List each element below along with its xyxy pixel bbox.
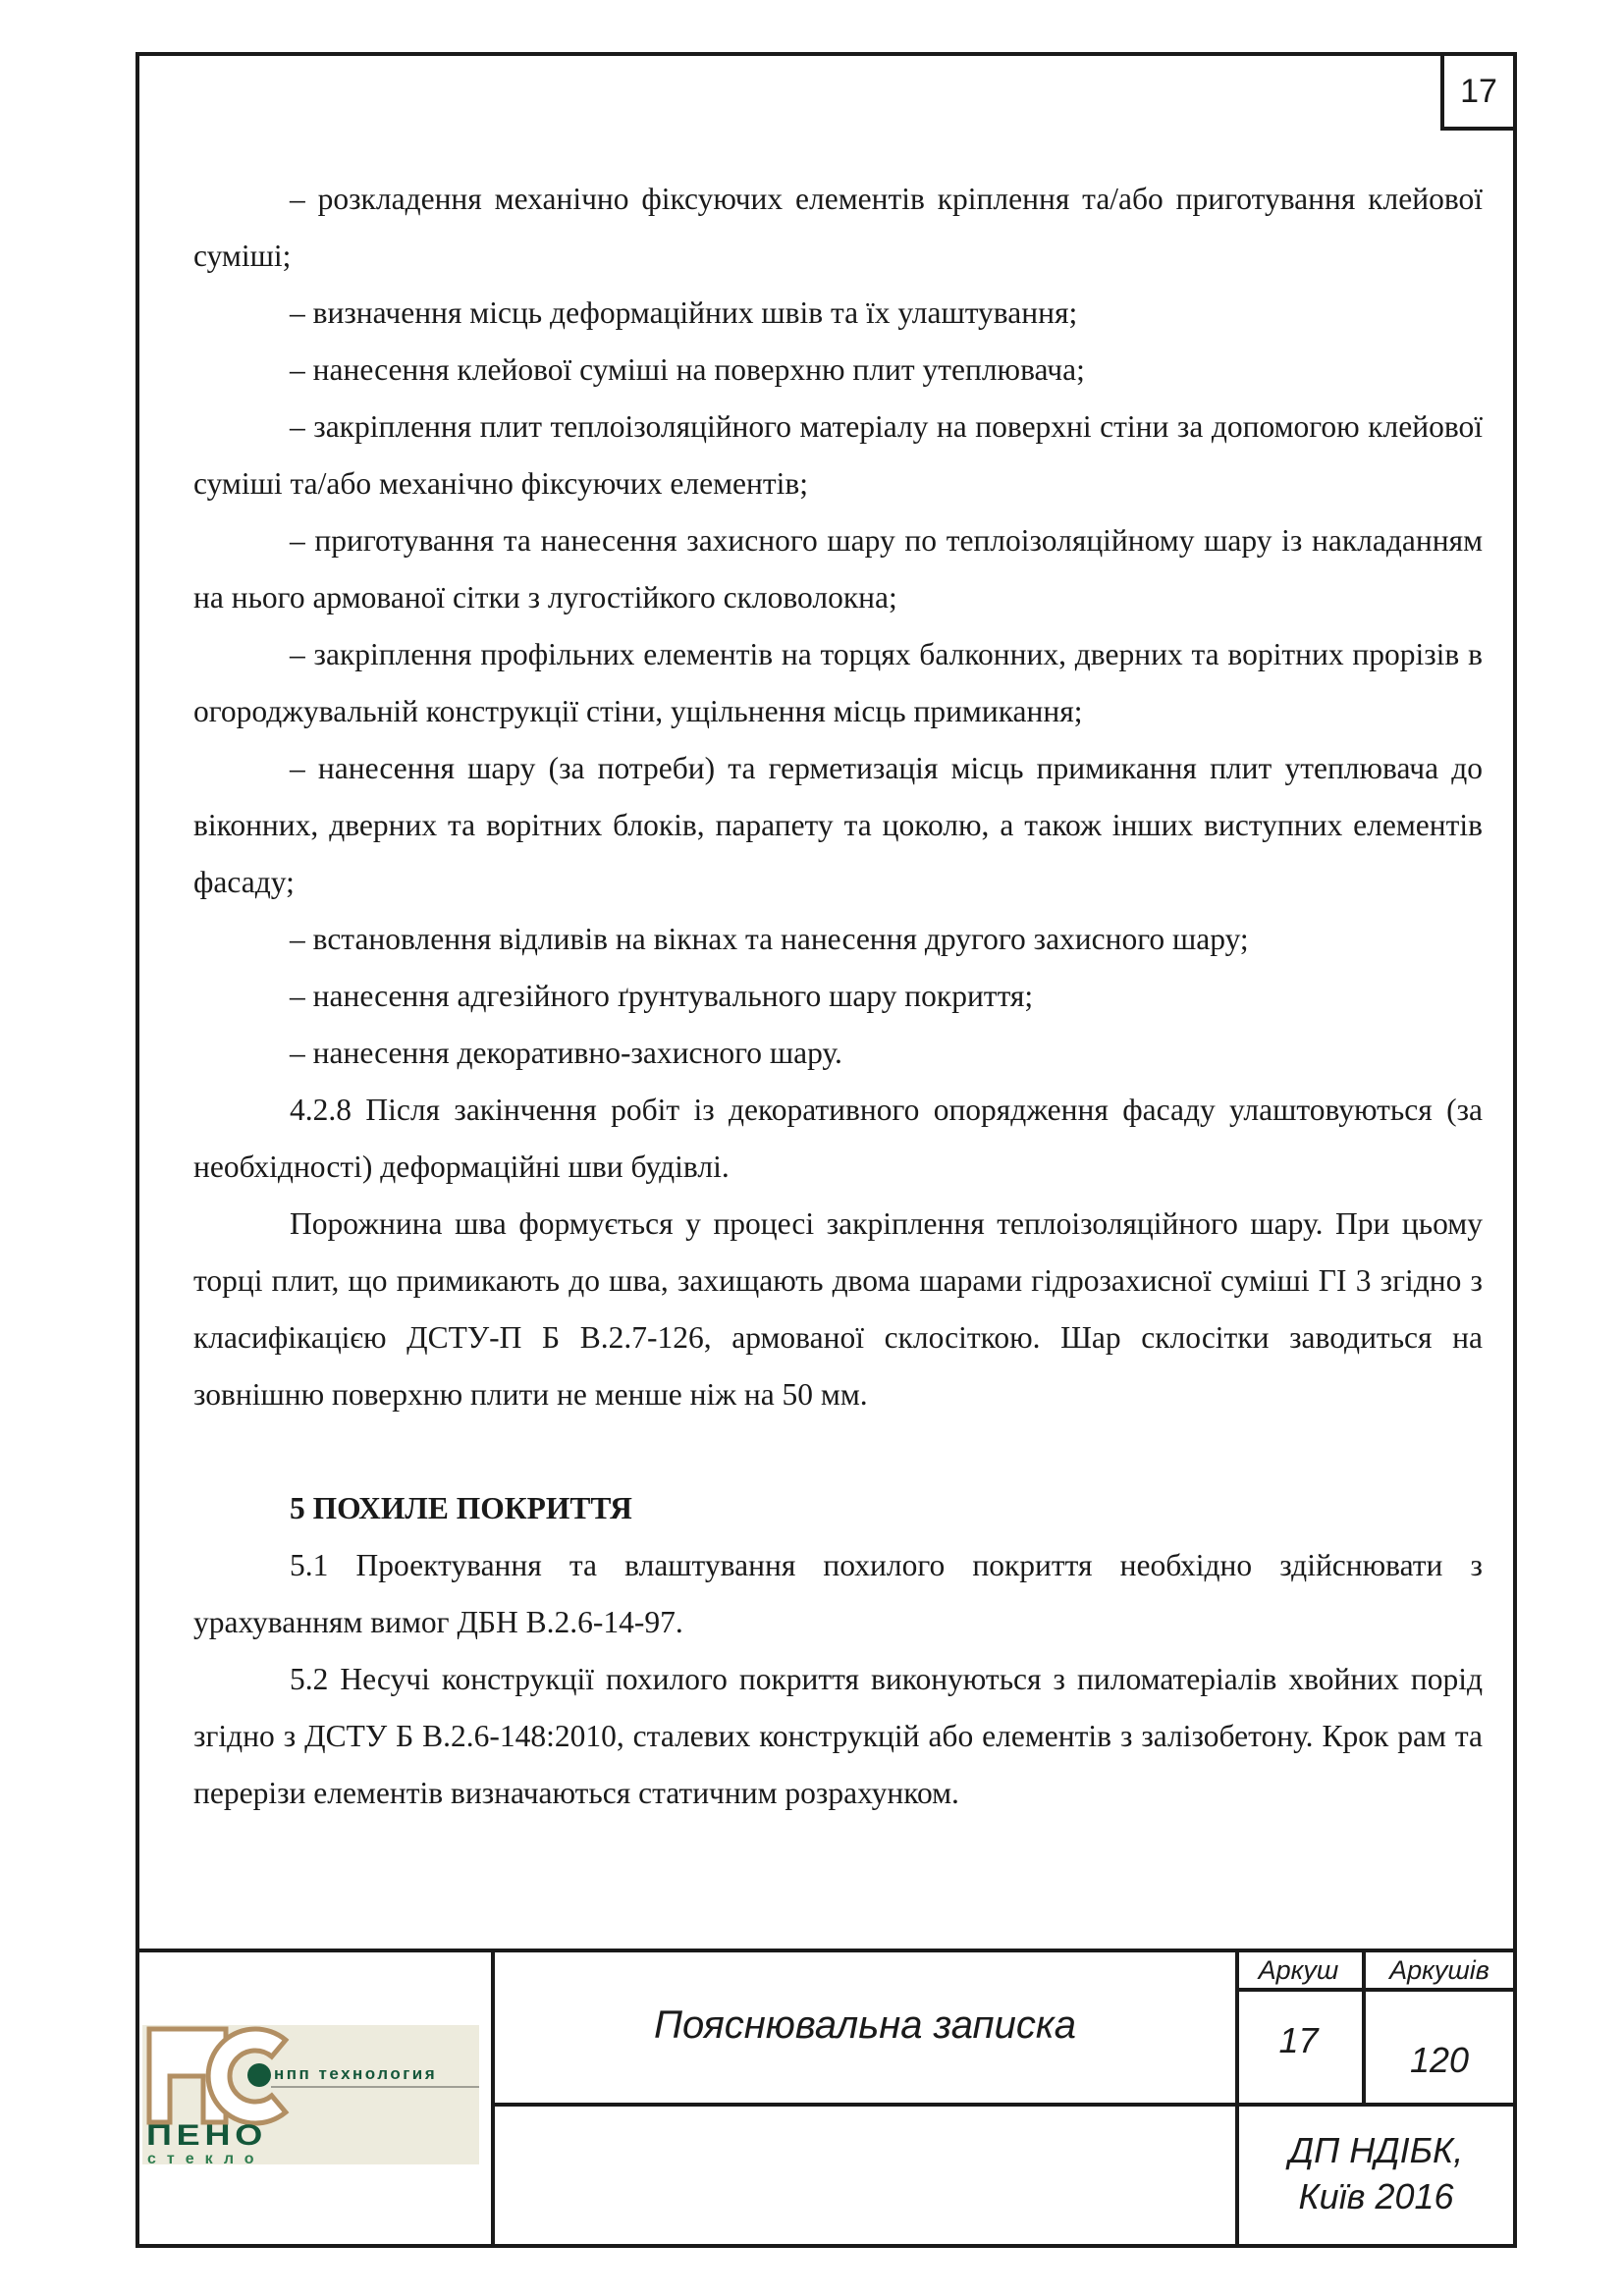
company-logo [142,2025,479,2167]
paragraph: 5.1 Проектування та влаштування похилого покриття необхідно здійснювати з урахуванням вимог ДБН В.2.6-14-97. [193,1548,1483,1639]
sheets-total-label-cell [1366,1952,1513,1988]
sheet-label: Аркуш [1258,1954,1339,1985]
logo-npp-text: нпп технология [274,2064,438,2083]
sheets-total-label: Аркушів [1389,1954,1489,1985]
organization-cell [1239,2107,1513,2240]
sheet-number-cell [1239,1992,1358,2090]
footer-doc-title-cell [495,1952,1235,2099]
paragraph: – приготування та нанесення захисного шару по теплоізоляційному шару із накладанням на нього армованої сітки з лугостійкого скловолокна; [193,523,1483,614]
doc-title: Пояснювальна записка [654,2003,1076,2047]
paragraph: – нанесення адгезійного ґрунтувального шару покриття; [290,979,1034,1013]
sheet-number: 17 [1278,2020,1319,2060]
sheet-label-cell [1239,1952,1358,1988]
document-body [193,171,1483,1822]
paragraph: 4.2.8 Після закінчення робіт із декоративного опорядження фасаду улаштовуються (за необхідності) деформаційні шви будівлі. [193,1093,1483,1184]
sheets-total: 120 [1409,2040,1470,2080]
paragraph: 5.2 Несучі конструкції похилого покриття виконуються з пиломатеріалів хвойних порід згідно з ДСТУ Б В.2.6-148:2010, сталевих конструкцій або елементів з залізобетону. Крок рам та перерізи елементів визначаються статичним розрахунком. [193,1662,1483,1810]
paragraph: – визначення місць деформаційних швів та їх улаштування; [290,295,1078,330]
paragraph: – встановлення відливів на вікнах та нанесення другого захисного шару; [290,922,1249,956]
page-number-box [1440,52,1517,131]
paragraph: – нанесення шару (за потреби) та герметизація місць примикання плит утеплювача до віконних, дверних та ворітних блоків, парапету та цоколю, а також інших виступних елементів фасаду; [193,751,1483,899]
paragraph: – закріплення плит теплоізоляційного матеріалу на поверхні стіни за допомогою клейової суміші та/або механічно фіксуючих елементів; [193,409,1483,501]
page-number: 17 [1460,72,1497,110]
logo-peno-text: ПЕНО [146,2119,268,2152]
paragraph: Порожнина шва формується у процесі закріплення теплоізоляційного шару. При цьому торці плит, що примикають до шва, захищають двома шарами гідрозахисної суміші ГІ 3 згідно з класифікацією ДСТУ-П Б В.2.7-126, армованої склосіткою. Шар склосітки заводиться на зовнішню поверхню плити не менше ніж на 50 мм. [193,1206,1483,1412]
paragraph: – нанесення декоративно-захисного шару. [290,1036,842,1070]
organization-name: ДП НДІБК, [1288,2130,1464,2170]
section-heading: 5 ПОХИЛЕ ПОКРИТТЯ [290,1491,632,1525]
logo-steklo-text: стекло [147,2151,265,2167]
paragraph: – розкладення механічно фіксуючих елементів кріплення та/або приготування клейової суміші; [193,182,1483,273]
organization-city-year: Київ 2016 [1298,2176,1454,2216]
sheets-total-cell [1366,2011,1513,2109]
paragraph: – закріплення профільних елементів на торцях балконних, дверних та ворітних прорізів в огороджувальній конструкції стіни, ущільнення місць примикання; [193,637,1483,728]
paragraph: – нанесення клейової суміші на поверхню плит утеплювача; [290,352,1085,387]
logo-underline [271,2086,479,2088]
